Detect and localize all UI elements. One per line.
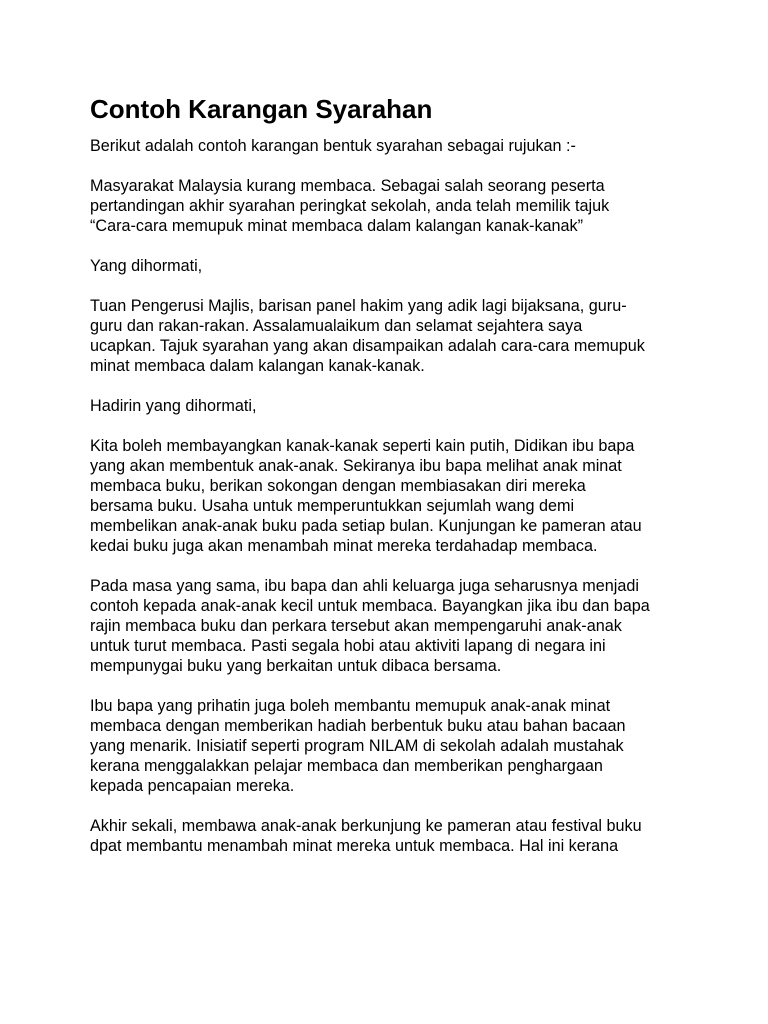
paragraph — [90, 816, 690, 856]
paragraph-line: “Cara-cara memupuk minat membaca dalam kalangan kanak-kanak” — [90, 217, 584, 235]
paragraph-line: contoh kepada anak-anak kecil untuk membaca. Bayangkan jika ibu dan bapa — [90, 597, 650, 615]
paragraph-line: pertandingan akhir syarahan peringkat sekolah, anda telah memilik tajuk — [90, 197, 610, 215]
paragraph-line: Berikut adalah contoh karangan bentuk syarahan sebagai rujukan :- — [90, 137, 576, 155]
paragraph-line: minat membaca dalam kalangan kanak-kanak. — [90, 357, 425, 375]
paragraph-line: guru dan rakan-rakan. Assalamualaikum dan selamat sejahtera saya — [90, 317, 583, 335]
paragraph-line: kepada pencapaian mereka. — [90, 777, 295, 795]
paragraph — [90, 396, 690, 416]
paragraph-line: membelikan anak-anak buku pada setiap bulan. Kunjungan ke pameran atau — [90, 517, 642, 535]
paragraph-line: membaca dengan memberikan hadiah berbentuk buku atau bahan bacaan — [90, 717, 626, 735]
paragraph-line: rajin membaca buku dan perkara tersebut akan mempengaruhi anak-anak — [90, 617, 622, 635]
paragraph — [90, 576, 690, 676]
paragraph — [90, 136, 690, 156]
paragraph-line: Tuan Pengerusi Majlis, barisan panel hakim yang adik lagi bijaksana, guru- — [90, 297, 627, 315]
paragraph-line: kerana menggalakkan pelajar membaca dan memberikan penghargaan — [90, 757, 603, 775]
document-body — [90, 136, 690, 856]
paragraph-line: ucapkan. Tajuk syarahan yang akan disampaikan adalah cara-cara memupuk — [90, 337, 645, 355]
document-title: Contoh Karangan Syarahan — [90, 94, 433, 124]
paragraph-line: yang menarik. Inisiatif seperti program NILAM di sekolah adalah mustahak — [90, 737, 624, 755]
paragraph-line: Yang dihormati, — [90, 257, 203, 275]
paragraph-line: Kita boleh membayangkan kanak-kanak seperti kain putih, Didikan ibu bapa — [90, 437, 635, 455]
paragraph — [90, 176, 690, 236]
paragraph-line: mempunygai buku yang berkaitan untuk dibaca bersama. — [90, 657, 502, 675]
paragraph-line: dpat membantu menambah minat mereka untuk membaca. Hal ini kerana — [90, 837, 619, 855]
paragraph-line: untuk turut membaca. Pasti segala hobi atau aktiviti lapang di negara ini — [90, 637, 606, 655]
paragraph-line: yang akan membentuk anak-anak. Sekiranya ibu bapa melihat anak minat — [90, 457, 622, 475]
paragraph-line: Ibu bapa yang prihatin juga boleh membantu memupuk anak-anak minat — [90, 697, 611, 715]
paragraph-line: Pada masa yang sama, ibu bapa dan ahli keluarga juga seharusnya menjadi — [90, 577, 639, 595]
document-page — [90, 92, 690, 876]
paragraph — [90, 296, 690, 376]
paragraph-line: kedai buku juga akan menambah minat mereka terdahadap membaca. — [90, 537, 598, 555]
paragraph — [90, 696, 690, 796]
paragraph-line: Hadirin yang dihormati, — [90, 397, 257, 415]
paragraph — [90, 256, 690, 276]
paragraph-line: bersama buku. Usaha untuk memperuntukkan sejumlah wang demi — [90, 497, 575, 515]
paragraph-line: Akhir sekali, membawa anak-anak berkunjung ke pameran atau festival buku — [90, 817, 642, 835]
paragraph-line: Masyarakat Malaysia kurang membaca. Sebagai salah seorang peserta — [90, 177, 605, 195]
paragraph-line: membaca buku, berikan sokongan dengan membiasakan diri mereka — [90, 477, 586, 495]
paragraph — [90, 436, 690, 556]
